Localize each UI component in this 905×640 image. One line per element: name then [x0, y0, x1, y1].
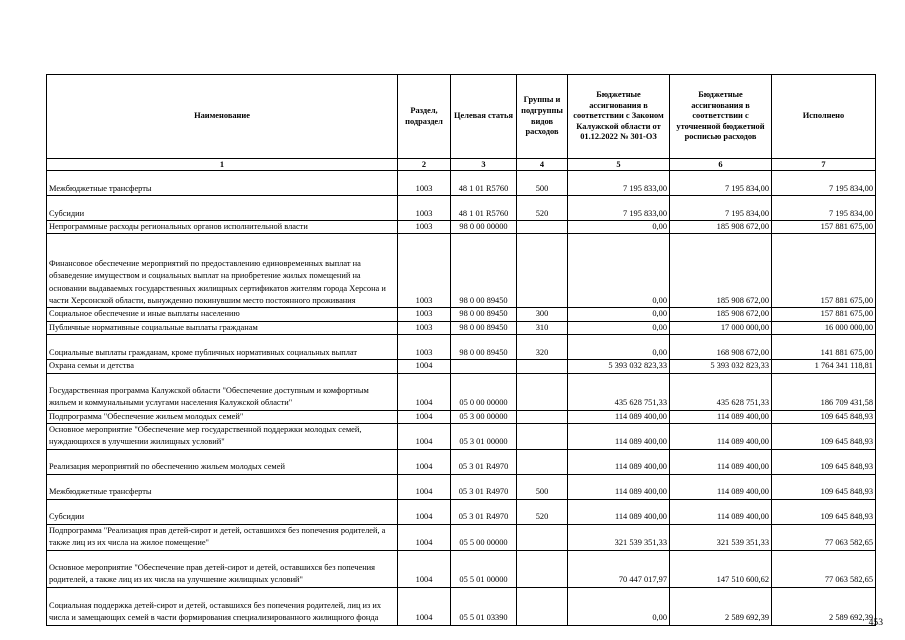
row-section: 1004	[398, 373, 451, 410]
row-refined-amount: 7 195 834,00	[670, 196, 772, 221]
row-executed-amount: 16 000 000,00	[772, 321, 876, 334]
row-refined-amount: 114 089 400,00	[670, 410, 772, 423]
row-group: 310	[517, 321, 568, 334]
row-group	[517, 524, 568, 550]
row-section: 1004	[398, 410, 451, 423]
column-number: 5	[568, 159, 670, 171]
row-name: Публичные нормативные социальные выплаты гражданам	[47, 321, 398, 334]
table-row	[47, 524, 876, 550]
row-law-amount: 7 195 833,00	[568, 196, 670, 221]
row-refined-amount: 185 908 672,00	[670, 221, 772, 234]
row-group: 320	[517, 335, 568, 360]
row-target: 05 3 01 R4970	[451, 499, 517, 524]
row-section: 1004	[398, 424, 451, 450]
row-group	[517, 424, 568, 450]
column-number: 2	[398, 159, 451, 171]
row-name: Финансовое обеспечение мероприятий по предоставлению единовременных выплат на обзаведение имуществом и социальных выплат на приобретение жилых помещений на основании выдаваемых государственных жилищных сертификатов жителям города Херсона и части Херсонской области, вынужденно покинувшим место постоянного проживания	[47, 234, 398, 308]
row-executed-amount: 109 645 848,93	[772, 499, 876, 524]
row-target: 05 3 00 00000	[451, 410, 517, 423]
row-group: 520	[517, 196, 568, 221]
row-group	[517, 373, 568, 410]
row-executed-amount: 77 063 582,65	[772, 550, 876, 587]
row-law-amount: 114 089 400,00	[568, 410, 670, 423]
row-group	[517, 550, 568, 587]
row-target: 98 0 00 89450	[451, 321, 517, 334]
row-name: Субсидии	[47, 196, 398, 221]
row-executed-amount: 157 881 675,00	[772, 234, 876, 308]
header-target: Целевая статья	[451, 75, 517, 159]
row-refined-amount: 321 539 351,33	[670, 524, 772, 550]
row-target: 48 1 01 R5760	[451, 171, 517, 196]
header-executed: Исполнено	[772, 75, 876, 159]
row-group: 300	[517, 308, 568, 321]
table-row	[47, 308, 876, 321]
row-section: 1003	[398, 308, 451, 321]
row-executed-amount: 77 063 582,65	[772, 524, 876, 550]
row-executed-amount: 157 881 675,00	[772, 221, 876, 234]
row-target: 05 3 01 R4970	[451, 449, 517, 474]
row-executed-amount: 109 645 848,93	[772, 424, 876, 450]
row-law-amount: 5 393 032 823,33	[568, 360, 670, 373]
row-law-amount: 114 089 400,00	[568, 474, 670, 499]
row-law-amount: 0,00	[568, 321, 670, 334]
row-refined-amount: 185 908 672,00	[670, 308, 772, 321]
row-name: Межбюджетные трансферты	[47, 474, 398, 499]
row-group	[517, 587, 568, 625]
row-name: Субсидии	[47, 499, 398, 524]
row-section: 1003	[398, 196, 451, 221]
row-section: 1004	[398, 360, 451, 373]
row-name: Основное мероприятие "Обеспечение прав детей-сирот и детей, оставшихся без попечения родителей, а также лиц из их числа на улучшение жилищных условий"	[47, 550, 398, 587]
row-target: 98 0 00 00000	[451, 221, 517, 234]
column-number: 4	[517, 159, 568, 171]
row-executed-amount: 109 645 848,93	[772, 410, 876, 423]
row-group: 500	[517, 171, 568, 196]
row-refined-amount: 147 510 600,62	[670, 550, 772, 587]
row-law-amount: 0,00	[568, 234, 670, 308]
header-groups: Группы и подгруппы видов расходов	[517, 75, 568, 159]
row-target: 98 0 00 89450	[451, 234, 517, 308]
row-group	[517, 360, 568, 373]
row-executed-amount: 7 195 834,00	[772, 196, 876, 221]
table-row	[47, 321, 876, 334]
table-row	[47, 335, 876, 360]
row-group: 500	[517, 474, 568, 499]
column-number: 6	[670, 159, 772, 171]
row-refined-amount: 114 089 400,00	[670, 449, 772, 474]
row-name: Подпрограмма "Обеспечение жильем молодых семей"	[47, 410, 398, 423]
row-section: 1003	[398, 335, 451, 360]
row-name: Подпрограмма "Реализация прав детей-сирот и детей, оставшихся без попечения родителей, а также лиц из их числа на жилое помещение"	[47, 524, 398, 550]
row-law-amount: 114 089 400,00	[568, 499, 670, 524]
row-name: Социальное обеспечение и иные выплаты населению	[47, 308, 398, 321]
row-group	[517, 449, 568, 474]
row-target: 98 0 00 89450	[451, 308, 517, 321]
row-law-amount: 7 195 833,00	[568, 171, 670, 196]
row-law-amount: 0,00	[568, 335, 670, 360]
table-row	[47, 171, 876, 196]
header-row	[47, 75, 876, 159]
row-executed-amount: 186 709 431,58	[772, 373, 876, 410]
row-refined-amount: 17 000 000,00	[670, 321, 772, 334]
row-target	[451, 360, 517, 373]
row-name: Социальная поддержка детей-сирот и детей, оставшихся без попечения родителей, лиц из их числа и замещающих семей в части формирования специализированного жилищного фонда	[47, 587, 398, 625]
row-section: 1003	[398, 221, 451, 234]
row-target: 05 5 01 00000	[451, 550, 517, 587]
row-section: 1004	[398, 474, 451, 499]
table-row	[47, 587, 876, 625]
table-row	[47, 360, 876, 373]
table-row	[47, 550, 876, 587]
row-law-amount: 114 089 400,00	[568, 424, 670, 450]
row-section: 1004	[398, 524, 451, 550]
table-row	[47, 234, 876, 308]
row-law-amount: 0,00	[568, 221, 670, 234]
table-row	[47, 196, 876, 221]
table-row	[47, 474, 876, 499]
row-executed-amount: 157 881 675,00	[772, 308, 876, 321]
row-name: Государственная программа Калужской области "Обеспечение доступным и комфортным жильем и коммунальными услугами населения Калужской области"	[47, 373, 398, 410]
row-section: 1003	[398, 321, 451, 334]
row-executed-amount: 109 645 848,93	[772, 474, 876, 499]
row-target: 05 5 01 03390	[451, 587, 517, 625]
row-target: 05 3 01 00000	[451, 424, 517, 450]
row-target: 98 0 00 89450	[451, 335, 517, 360]
row-name: Социальные выплаты гражданам, кроме публичных нормативных социальных выплат	[47, 335, 398, 360]
row-executed-amount: 109 645 848,93	[772, 449, 876, 474]
row-name: Основное мероприятие "Обеспечение мер государственной поддержки молодых семей, нуждающихся в улучшении жилищных условий"	[47, 424, 398, 450]
row-name: Непрограммные расходы региональных органов исполнительной власти	[47, 221, 398, 234]
row-law-amount: 321 539 351,33	[568, 524, 670, 550]
header-refined: Бюджетные ассигнования в соответствии с уточненной бюджетной росписью расходов	[670, 75, 772, 159]
row-law-amount: 0,00	[568, 308, 670, 321]
page-number: 453	[868, 617, 883, 628]
row-group: 520	[517, 499, 568, 524]
row-law-amount: 0,00	[568, 587, 670, 625]
row-name: Охрана семьи и детства	[47, 360, 398, 373]
row-name: Межбюджетные трансферты	[47, 171, 398, 196]
row-law-amount: 435 628 751,33	[568, 373, 670, 410]
row-refined-amount: 168 908 672,00	[670, 335, 772, 360]
header-section: Раздел, подраздел	[398, 75, 451, 159]
budget-table-sheet	[46, 74, 875, 626]
table-row	[47, 373, 876, 410]
table-row	[47, 449, 876, 474]
row-section: 1004	[398, 449, 451, 474]
row-target: 05 0 00 00000	[451, 373, 517, 410]
column-number-row	[47, 159, 876, 171]
table-row	[47, 221, 876, 234]
row-executed-amount: 7 195 834,00	[772, 171, 876, 196]
row-refined-amount: 5 393 032 823,33	[670, 360, 772, 373]
row-refined-amount: 7 195 834,00	[670, 171, 772, 196]
row-refined-amount: 185 908 672,00	[670, 234, 772, 308]
row-target: 05 5 00 00000	[451, 524, 517, 550]
row-refined-amount: 114 089 400,00	[670, 474, 772, 499]
row-refined-amount: 435 628 751,33	[670, 373, 772, 410]
row-law-amount: 114 089 400,00	[568, 449, 670, 474]
budget-table	[46, 74, 876, 626]
row-section: 1003	[398, 171, 451, 196]
row-executed-amount: 2 589 692,39	[772, 587, 876, 625]
row-law-amount: 70 447 017,97	[568, 550, 670, 587]
row-section: 1004	[398, 587, 451, 625]
row-group	[517, 221, 568, 234]
row-executed-amount: 141 881 675,00	[772, 335, 876, 360]
row-refined-amount: 2 589 692,39	[670, 587, 772, 625]
row-refined-amount: 114 089 400,00	[670, 424, 772, 450]
row-group	[517, 234, 568, 308]
row-section: 1004	[398, 550, 451, 587]
row-section: 1003	[398, 234, 451, 308]
row-executed-amount: 1 764 341 118,81	[772, 360, 876, 373]
header-name: Наименование	[47, 75, 398, 159]
row-target: 48 1 01 R5760	[451, 196, 517, 221]
table-row	[47, 410, 876, 423]
header-law: Бюджетные ассигнования в соответствии с Законом Калужской области от 01.12.2022 № 301-ОЗ	[568, 75, 670, 159]
row-group	[517, 410, 568, 423]
column-number: 7	[772, 159, 876, 171]
row-section: 1004	[398, 499, 451, 524]
column-number: 3	[451, 159, 517, 171]
row-refined-amount: 114 089 400,00	[670, 499, 772, 524]
row-target: 05 3 01 R4970	[451, 474, 517, 499]
table-row	[47, 499, 876, 524]
column-number: 1	[47, 159, 398, 171]
row-name: Реализация мероприятий по обеспечению жильем молодых семей	[47, 449, 398, 474]
table-row	[47, 424, 876, 450]
